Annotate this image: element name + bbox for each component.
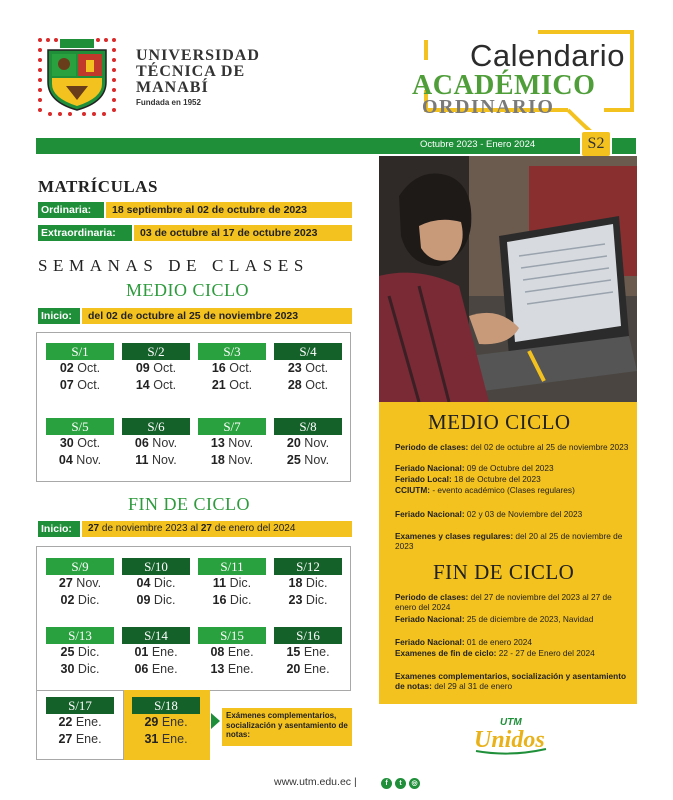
fin-inicio-text1: de noviembre 2023 al <box>99 523 201 534</box>
week-tag: S/18 <box>132 697 200 714</box>
day-number: 18 <box>210 453 225 467</box>
day-month: Ene. <box>227 662 254 676</box>
week-tag: S/6 <box>122 418 190 435</box>
university-line3: MANABÍ <box>136 79 209 96</box>
grid-divider <box>123 690 124 760</box>
item-label: Examenes y clases regulares: <box>395 531 514 541</box>
student-laptop-photo <box>379 156 637 402</box>
day-month: Ene. <box>151 662 178 676</box>
day-number: 11 <box>212 576 227 590</box>
semanas-title: SEMANAS DE CLASES <box>38 256 309 275</box>
day-month: Oct. <box>153 361 177 375</box>
item-label: Feriado Nacional: <box>395 637 465 647</box>
item-label: Feriado Nacional: <box>395 614 465 624</box>
day-number: 21 <box>211 378 226 392</box>
week-tag: S/9 <box>46 558 114 575</box>
item-label: Feriado Nacional: <box>395 509 465 519</box>
twitter-icon[interactable]: t <box>395 778 406 789</box>
day-number: 14 <box>135 378 150 392</box>
utm-text: UTM <box>500 717 522 728</box>
item-label: CCIUTM: <box>395 485 431 495</box>
week-s10 <box>122 558 190 609</box>
medio-inicio-label: Inicio: <box>38 308 80 324</box>
fin-inicio-value <box>82 521 352 537</box>
panel-fin-item <box>395 615 631 625</box>
fin-inicio-day1: 27 <box>88 523 100 534</box>
matriculas-title: MATRÍCULAS <box>38 177 158 196</box>
ordinaria-label: Ordinaria: <box>38 202 104 218</box>
day-number: 07 <box>59 378 74 392</box>
week-s5 <box>46 418 114 469</box>
university-name <box>136 48 260 107</box>
day-month: Nov. <box>304 453 330 467</box>
day-month: Ene. <box>75 732 102 746</box>
item-text: del 20 al 25 de noviembre de 2023 <box>395 531 623 551</box>
panel-medio-item <box>395 443 631 453</box>
week-tag: S/5 <box>46 418 114 435</box>
day-number: 02 <box>59 361 74 375</box>
facebook-icon[interactable]: f <box>381 778 392 789</box>
day-number: 02 <box>60 593 75 607</box>
day-month: Dic. <box>77 593 100 607</box>
panel-fin-item <box>395 672 631 691</box>
item-text: 25 de diciembre de 2023, Navidad <box>464 614 594 624</box>
panel-fin-item <box>395 593 631 612</box>
day-number: 25 <box>60 645 75 659</box>
week-tag: S/3 <box>198 343 266 360</box>
day-number: 18 <box>288 576 303 590</box>
day-month: Nov. <box>228 436 254 450</box>
day-month: Nov. <box>228 453 254 467</box>
day-number: 28 <box>287 378 302 392</box>
week-s8 <box>274 418 342 469</box>
ordinaria-value: 18 septiembre al 02 de octubre de 2023 <box>106 202 352 218</box>
item-text: del 02 de octubre al 25 de noviembre 2023 <box>468 442 629 452</box>
day-month: Oct. <box>305 361 329 375</box>
arrow-icon <box>211 713 220 729</box>
day-number: 31 <box>144 732 159 746</box>
panel-fin-item <box>395 649 631 659</box>
day-number: 15 <box>286 645 301 659</box>
university-line1: UNIVERSIDAD <box>136 47 260 64</box>
day-number: 06 <box>134 662 149 676</box>
week-tag: S/17 <box>46 697 114 714</box>
item-text: 01 de enero 2024 <box>464 637 532 647</box>
utm-unidos-logo <box>470 713 552 757</box>
panel-medio-item <box>395 510 631 520</box>
day-month: Dic. <box>229 576 252 590</box>
unidos-text: Unidos <box>474 727 545 753</box>
day-number: 30 <box>59 436 74 450</box>
week-s11 <box>198 558 266 609</box>
day-month: Ene. <box>227 645 254 659</box>
day-month: Dic. <box>153 576 176 590</box>
week-s16 <box>274 627 342 678</box>
footer-separator: | <box>353 776 357 788</box>
day-month: Dic. <box>153 593 176 607</box>
day-month: Nov. <box>151 453 177 467</box>
item-text: 18 de Octubre del 2023 <box>451 474 541 484</box>
day-month: Ene. <box>303 662 330 676</box>
item-label: Periodo de clases: <box>395 442 469 452</box>
day-month: Nov. <box>76 576 102 590</box>
fin-inicio-text2: de enero del 2024 <box>211 523 296 534</box>
week-tag: S/11 <box>198 558 266 575</box>
item-text: 22 - 27 de Enero del 2024 <box>496 648 595 658</box>
day-month: Dic. <box>305 576 328 590</box>
item-text: del 27 de noviembre del 2023 al 27 de enero del 2024 <box>395 592 612 612</box>
day-month: Oct. <box>153 378 177 392</box>
extraordinaria-label: Extraordinaria: <box>38 225 132 241</box>
week-s9 <box>46 558 114 609</box>
week-s15 <box>198 627 266 678</box>
panel-fin-ciclo-title: FIN DE CICLO <box>433 560 575 584</box>
day-number: 23 <box>287 361 302 375</box>
day-number: 23 <box>288 593 303 607</box>
header-green-bar <box>36 138 636 154</box>
day-number: 27 <box>58 732 73 746</box>
extraordinaria-value: 03 de octubre al 17 de octubre 2023 <box>134 225 352 241</box>
day-number: 27 <box>58 576 73 590</box>
day-number: 09 <box>136 593 151 607</box>
fin-ciclo-title: FIN DE CICLO <box>128 494 250 514</box>
day-number: 29 <box>144 715 159 729</box>
week-tag: S/1 <box>46 343 114 360</box>
panel-medio-ciclo-title: MEDIO CICLO <box>428 410 571 434</box>
website-link[interactable]: www.utm.edu.ec <box>274 776 352 788</box>
week-tag: S/14 <box>122 627 190 644</box>
utm-shield-logo <box>36 36 118 118</box>
day-month: Dic. <box>229 593 252 607</box>
panel-fin-item <box>395 638 631 648</box>
day-number: 30 <box>60 662 75 676</box>
item-text: 02 y 03 de Noviembre del 2023 <box>464 509 583 519</box>
item-label: Examenes de fin de ciclo: <box>395 648 497 658</box>
semester-badge: S2 <box>580 130 612 158</box>
founded-text: Fundada en 1952 <box>136 98 201 107</box>
week-s1 <box>46 343 114 394</box>
day-month: Nov. <box>152 436 178 450</box>
week-s12 <box>274 558 342 609</box>
medio-ciclo-title: MEDIO CICLO <box>126 280 249 300</box>
final-week-note: Exámenes complementarios, socialización y asentamiento de notas: <box>222 708 352 746</box>
week-tag: S/4 <box>274 343 342 360</box>
week-s13 <box>46 627 114 678</box>
instagram-icon[interactable]: ◎ <box>409 778 420 789</box>
week-tag: S/2 <box>122 343 190 360</box>
period-text: Octubre 2023 - Enero 2024 <box>420 139 536 150</box>
day-number: 20 <box>286 436 301 450</box>
week-tag: S/15 <box>198 627 266 644</box>
university-line2: TÉCNICA DE <box>136 63 246 80</box>
item-text: 09 de Octubre del 2023 <box>464 463 554 473</box>
week-s18 <box>132 697 200 748</box>
day-month: Oct. <box>77 361 101 375</box>
panel-medio-item <box>395 532 631 551</box>
day-number: 25 <box>286 453 301 467</box>
day-number: 04 <box>136 576 151 590</box>
day-number: 04 <box>58 453 73 467</box>
week-s17 <box>46 697 114 748</box>
day-number: 09 <box>135 361 150 375</box>
day-number: 01 <box>134 645 149 659</box>
day-number: 22 <box>58 715 73 729</box>
day-number: 13 <box>210 662 225 676</box>
day-month: Oct. <box>229 378 253 392</box>
week-s14 <box>122 627 190 678</box>
day-month: Dic. <box>305 593 328 607</box>
calendar-title: Calendario <box>470 38 625 73</box>
week-s3 <box>198 343 266 394</box>
day-number: 06 <box>134 436 149 450</box>
day-month: Oct. <box>305 378 329 392</box>
week-tag: S/7 <box>198 418 266 435</box>
day-month: Ene. <box>161 715 188 729</box>
day-number: 11 <box>135 453 149 467</box>
day-month: Nov. <box>304 436 330 450</box>
day-month: Oct. <box>77 436 101 450</box>
week-tag: S/10 <box>122 558 190 575</box>
week-tag: S/16 <box>274 627 342 644</box>
footer-url[interactable] <box>274 776 357 788</box>
item-text: - evento académico (Clases regulares) <box>430 485 575 495</box>
item-text: del 29 al 31 de enero <box>431 680 513 691</box>
day-month: Ene. <box>161 732 188 746</box>
calendar-subtitle-academico: ACADÉMICO <box>412 70 596 101</box>
day-number: 13 <box>210 436 225 450</box>
week-tag: S/8 <box>274 418 342 435</box>
week-s2 <box>122 343 190 394</box>
week-s7 <box>198 418 266 469</box>
day-month: Ene. <box>151 645 178 659</box>
item-label: Feriado Nacional: <box>395 463 465 473</box>
panel-medio-item <box>395 464 631 474</box>
week-s6 <box>122 418 190 469</box>
item-label: Periodo de clases: <box>395 592 469 602</box>
day-month: Oct. <box>229 361 253 375</box>
day-month: Ene. <box>303 645 330 659</box>
day-number: 16 <box>211 361 226 375</box>
day-number: 08 <box>210 645 225 659</box>
fin-inicio-day2: 27 <box>200 523 212 534</box>
day-month: Oct. <box>77 378 101 392</box>
medio-inicio-value: del 02 de octubre al 25 de noviembre 2023 <box>82 308 352 324</box>
item-label: Feriado Local: <box>395 474 452 484</box>
day-month: Dic. <box>77 662 100 676</box>
panel-medio-item <box>395 475 631 485</box>
day-month: Dic. <box>77 645 100 659</box>
day-number: 20 <box>286 662 301 676</box>
calendar-subtitle-ordinario: ORDINARIO <box>422 96 555 118</box>
fin-inicio-label: Inicio: <box>38 521 80 537</box>
day-month: Nov. <box>76 453 102 467</box>
panel-medio-item <box>395 486 631 496</box>
week-s4 <box>274 343 342 394</box>
day-number: 16 <box>212 593 227 607</box>
week-tag: S/12 <box>274 558 342 575</box>
item-label: Examenes complementarios, socialización y asentamiento de notas: <box>395 671 627 691</box>
day-month: Ene. <box>75 715 102 729</box>
week-tag: S/13 <box>46 627 114 644</box>
